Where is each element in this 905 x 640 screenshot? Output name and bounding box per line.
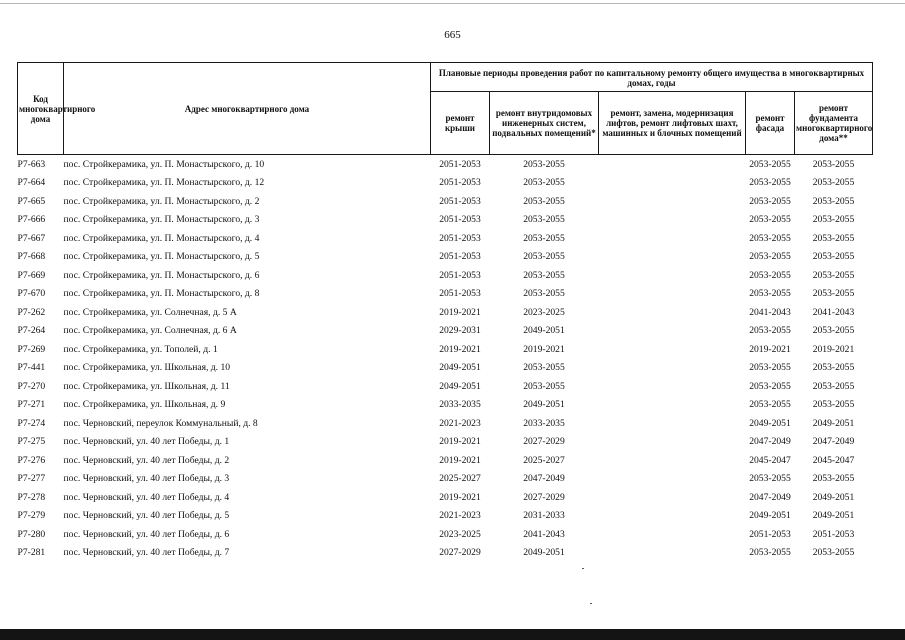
cell-address: пос. Стройкерамика, ул. Школьная, д. 10	[63, 362, 231, 374]
cell-address: пос. Черновский, ул. 40 лет Победы, д. 3	[63, 473, 230, 485]
cell-code: Р7-281	[17, 547, 46, 559]
cell-roof: 2019-2021	[439, 343, 481, 355]
cell-foundation: 2053-2055	[812, 269, 855, 281]
table-row	[18, 174, 873, 193]
cell-roof: 2023-2025	[439, 528, 481, 540]
bottom-scan-band	[0, 629, 905, 640]
cell-foundation: 2041-2043	[812, 306, 855, 318]
cell-code: Р7-276	[17, 454, 46, 466]
cell-facade: 2053-2055	[749, 232, 791, 244]
scan-speck	[582, 568, 584, 569]
cell-code: Р7-665	[17, 195, 46, 207]
cell-code: Р7-264	[17, 325, 46, 337]
cell-systems: 2025-2027	[523, 454, 565, 466]
cell-facade: 2045-2047	[749, 454, 791, 466]
cell-address: пос. Стройкерамика, ул. П. Монастырского, д. 3	[63, 214, 260, 226]
cell-address: пос. Стройкерамика, ул. П. Монастырского, д. 2	[63, 195, 260, 207]
cell-systems: 2033-2035	[523, 417, 565, 429]
table-row	[18, 451, 873, 470]
table-body	[18, 155, 873, 563]
cell-facade: 2053-2055	[749, 380, 791, 392]
cell-facade: 2053-2055	[749, 158, 791, 170]
cell-address: пос. Стройкерамика, ул. П. Монастырского, д. 4	[63, 232, 260, 244]
cell-facade: 2047-2049	[749, 436, 791, 448]
cell-address: пос. Стройкерамика, ул. П. Монастырского, д. 10	[63, 158, 265, 170]
table-row	[18, 488, 873, 507]
cell-facade: 2041-2043	[749, 306, 791, 318]
table-row	[18, 229, 873, 248]
table-row	[18, 544, 873, 563]
header-lifts: ремонт, замена, модернизация лифтов, ремонт лифтовых шахт, машинных и блочных помещений	[599, 92, 746, 155]
cell-facade: 2051-2053	[749, 528, 791, 540]
cell-code: Р7-279	[17, 510, 46, 522]
header-address: Адрес многоквартирного дома	[64, 63, 431, 155]
cell-address: пос. Черновский, ул. 40 лет Победы, д. 2	[63, 454, 230, 466]
table-row	[18, 525, 873, 544]
table-row	[18, 192, 873, 211]
cell-lifts	[599, 174, 746, 193]
cell-foundation: 2019-2021	[812, 343, 855, 355]
table-row	[18, 377, 873, 396]
cell-roof: 2025-2027	[439, 473, 481, 485]
cell-facade: 2053-2055	[749, 195, 791, 207]
cell-foundation: 2047-2049	[812, 436, 855, 448]
cell-systems: 2053-2055	[523, 251, 565, 263]
cell-lifts	[599, 359, 746, 378]
cell-facade: 2053-2055	[749, 399, 791, 411]
cell-lifts	[599, 414, 746, 433]
cell-systems: 2053-2055	[523, 232, 565, 244]
cell-systems: 2041-2043	[523, 528, 565, 540]
cell-lifts	[599, 451, 746, 470]
cell-address: пос. Стройкерамика, ул. Солнечная, д. 5 А	[63, 306, 237, 318]
cell-address: пос. Стройкерамика, ул. Школьная, д. 11	[63, 380, 230, 392]
cell-foundation: 2053-2055	[812, 158, 855, 170]
cell-address: пос. Черновский, ул. 40 лет Победы, д. 5	[63, 510, 230, 522]
cell-code: Р7-668	[17, 251, 46, 263]
cell-roof: 2051-2053	[439, 214, 481, 226]
cell-facade: 2053-2055	[749, 473, 791, 485]
cell-lifts	[599, 377, 746, 396]
table-row	[18, 211, 873, 230]
cell-roof: 2027-2029	[439, 547, 481, 559]
cell-roof: 2051-2053	[439, 288, 481, 300]
cell-address: пос. Черновский, переулок Коммунальный, д. 8	[63, 417, 258, 429]
cell-systems: 2049-2051	[523, 399, 565, 411]
header-planned-periods: Плановые периоды проведения работ по капитальному ремонту общего имущества в многоквартирных домах, годы	[431, 63, 873, 92]
cell-roof: 2051-2053	[439, 251, 481, 263]
cell-facade: 2053-2055	[749, 288, 791, 300]
cell-code: Р7-277	[17, 473, 46, 485]
cell-code: Р7-669	[17, 269, 46, 281]
cell-systems: 2053-2055	[523, 269, 565, 281]
table-row	[18, 303, 873, 322]
cell-lifts	[599, 525, 746, 544]
scan-speck	[590, 603, 592, 604]
cell-systems: 2053-2055	[523, 214, 565, 226]
table-row	[18, 470, 873, 489]
table-row	[18, 155, 873, 174]
table-row	[18, 266, 873, 285]
cell-foundation: 2053-2055	[812, 473, 855, 485]
cell-foundation: 2053-2055	[812, 177, 855, 189]
cell-address: пос. Стройкерамика, ул. Тополей, д. 1	[63, 343, 218, 355]
cell-lifts	[599, 285, 746, 304]
cell-systems: 2047-2049	[523, 473, 565, 485]
cell-roof: 2051-2053	[439, 269, 481, 281]
cell-roof: 2051-2053	[439, 158, 481, 170]
header-facade: ремонт фасада	[746, 92, 795, 155]
cell-address: пос. Черновский, ул. 40 лет Победы, д. 4	[63, 491, 230, 503]
cell-lifts	[599, 155, 746, 174]
table-row	[18, 322, 873, 341]
cell-lifts	[599, 248, 746, 267]
cell-code: Р7-269	[17, 343, 46, 355]
table-row	[18, 285, 873, 304]
cell-foundation: 2053-2055	[812, 380, 855, 392]
cell-roof: 2019-2021	[439, 491, 481, 503]
cell-roof: 2049-2051	[439, 362, 481, 374]
cell-code: Р7-663	[17, 158, 46, 170]
cell-systems: 2049-2051	[523, 325, 565, 337]
cell-address: пос. Стройкерамика, ул. П. Монастырского, д. 5	[63, 251, 260, 263]
cell-facade: 2049-2051	[749, 510, 791, 522]
cell-foundation: 2053-2055	[812, 232, 855, 244]
cell-systems: 2053-2055	[523, 288, 565, 300]
cell-facade: 2053-2055	[749, 177, 791, 189]
cell-facade: 2053-2055	[749, 269, 791, 281]
cell-lifts	[599, 266, 746, 285]
cell-lifts	[599, 322, 746, 341]
cell-facade: 2049-2051	[749, 417, 791, 429]
cell-code: Р7-670	[17, 288, 46, 300]
table-row	[18, 396, 873, 415]
cell-roof: 2019-2021	[439, 306, 481, 318]
cell-lifts	[599, 507, 746, 526]
header-code: Код многоквартирного дома	[18, 63, 64, 155]
cell-facade: 2047-2049	[749, 491, 791, 503]
cell-systems: 2053-2055	[523, 177, 565, 189]
cell-lifts	[599, 470, 746, 489]
table-row	[18, 507, 873, 526]
cell-foundation: 2053-2055	[812, 288, 855, 300]
cell-facade: 2053-2055	[749, 214, 791, 226]
cell-roof: 2049-2051	[439, 380, 481, 392]
cell-address: пос. Стройкерамика, ул. Школьная, д. 9	[63, 399, 226, 411]
cell-roof: 2021-2023	[439, 510, 481, 522]
cell-facade: 2019-2021	[749, 343, 791, 355]
cell-code: Р7-270	[17, 380, 46, 392]
cell-roof: 2051-2053	[439, 177, 481, 189]
cell-address: пос. Стройкерамика, ул. Солнечная, д. 6 А	[63, 325, 237, 337]
cell-systems: 2023-2025	[523, 306, 565, 318]
cell-code: Р7-278	[17, 491, 46, 503]
cell-lifts	[599, 488, 746, 507]
cell-code: Р7-271	[17, 399, 46, 411]
table-row	[18, 248, 873, 267]
cell-code: Р7-664	[17, 177, 46, 189]
repair-schedule-table	[17, 62, 873, 562]
cell-systems: 2049-2051	[523, 547, 565, 559]
header-foundation: ремонт фундамента многоквартирного дома**	[795, 92, 873, 155]
cell-foundation: 2053-2055	[812, 214, 855, 226]
cell-foundation: 2053-2055	[812, 325, 855, 337]
cell-roof: 2051-2053	[439, 195, 481, 207]
cell-systems: 2027-2029	[523, 436, 565, 448]
cell-code: Р7-667	[17, 232, 46, 244]
cell-roof: 2051-2053	[439, 232, 481, 244]
page-number: 665	[444, 29, 461, 41]
cell-systems: 2053-2055	[523, 380, 565, 392]
table-row	[18, 359, 873, 378]
cell-roof: 2029-2031	[439, 325, 481, 337]
cell-roof: 2033-2035	[439, 399, 481, 411]
header-systems: ремонт внутридомовых инженерных систем, подвальных помещений*	[490, 92, 599, 155]
cell-roof: 2019-2021	[439, 454, 481, 466]
cell-foundation: 2051-2053	[812, 528, 855, 540]
cell-code: Р7-274	[17, 417, 46, 429]
cell-lifts	[599, 433, 746, 452]
cell-facade: 2053-2055	[749, 325, 791, 337]
table-header	[18, 63, 873, 155]
cell-foundation: 2053-2055	[812, 251, 855, 263]
cell-foundation: 2049-2051	[812, 417, 855, 429]
cell-systems: 2053-2055	[523, 195, 565, 207]
cell-systems: 2019-2021	[523, 343, 565, 355]
cell-roof: 2019-2021	[439, 436, 481, 448]
cell-foundation: 2053-2055	[812, 195, 855, 207]
cell-lifts	[599, 303, 746, 322]
cell-foundation: 2053-2055	[812, 399, 855, 411]
cell-address: пос. Черновский, ул. 40 лет Победы, д. 6	[63, 528, 230, 540]
cell-code: Р7-262	[17, 306, 46, 318]
cell-address: пос. Черновский, ул. 40 лет Победы, д. 1	[63, 436, 230, 448]
table-row	[18, 340, 873, 359]
cell-systems: 2053-2055	[523, 362, 565, 374]
table-row	[18, 433, 873, 452]
cell-facade: 2053-2055	[749, 362, 791, 374]
cell-foundation: 2053-2055	[812, 547, 855, 559]
table-row	[18, 414, 873, 433]
cell-foundation: 2049-2051	[812, 491, 855, 503]
cell-facade: 2053-2055	[749, 251, 791, 263]
cell-address: пос. Стройкерамика, ул. П. Монастырского, д. 12	[63, 177, 265, 189]
cell-facade: 2053-2055	[749, 547, 791, 559]
cell-lifts	[599, 340, 746, 359]
cell-lifts	[599, 544, 746, 563]
cell-code: Р7-275	[17, 436, 46, 448]
top-rule	[0, 3, 905, 4]
cell-address: пос. Черновский, ул. 40 лет Победы, д. 7	[63, 547, 230, 559]
cell-foundation: 2049-2051	[812, 510, 855, 522]
cell-foundation: 2045-2047	[812, 454, 855, 466]
cell-code: Р7-666	[17, 214, 46, 226]
cell-code: Р7-280	[17, 528, 46, 540]
cell-code: Р7-441	[17, 362, 46, 374]
cell-foundation: 2053-2055	[812, 362, 855, 374]
cell-systems: 2053-2055	[523, 158, 565, 170]
cell-address: пос. Стройкерамика, ул. П. Монастырского, д. 6	[63, 269, 260, 281]
cell-address: пос. Стройкерамика, ул. П. Монастырского, д. 8	[63, 288, 260, 300]
cell-lifts	[599, 211, 746, 230]
cell-lifts	[599, 192, 746, 211]
header-roof: ремонт крыши	[431, 92, 490, 155]
cell-systems: 2031-2033	[523, 510, 565, 522]
cell-lifts	[599, 229, 746, 248]
cell-roof: 2021-2023	[439, 417, 481, 429]
cell-lifts	[599, 396, 746, 415]
cell-systems: 2027-2029	[523, 491, 565, 503]
